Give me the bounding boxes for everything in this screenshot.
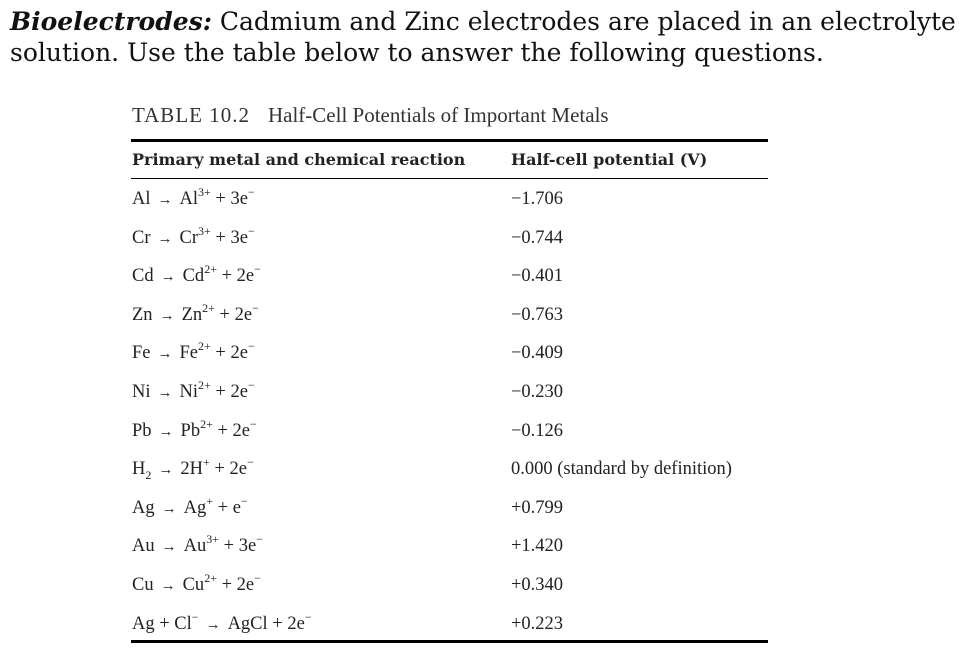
- product-superscript: 3+: [198, 223, 211, 238]
- product-superscript: +: [206, 493, 214, 508]
- column-header-potential: Half-cell potential (V): [511, 150, 708, 169]
- table-header-rule: [131, 178, 768, 179]
- intro-paragraph: [10, 6, 970, 68]
- reaction-cell: [132, 223, 255, 249]
- reaction-arrow-icon: →: [157, 346, 173, 363]
- table-row: [131, 334, 768, 373]
- reaction-cell: [132, 185, 255, 210]
- reaction-cell: [132, 570, 261, 596]
- product-superscript: 3+: [206, 532, 220, 547]
- reactant: Al: [132, 189, 151, 209]
- electrons: + 2e: [216, 266, 255, 287]
- reactant: Au: [132, 536, 155, 557]
- reaction-cell: [132, 416, 257, 442]
- reaction-arrow-icon: →: [157, 230, 173, 247]
- reaction-arrow-icon: →: [161, 500, 177, 517]
- product-superscript: 2+: [204, 262, 217, 277]
- table-row: [131, 412, 768, 451]
- potential-cell: −0.230: [511, 381, 564, 402]
- electron-charge: −: [304, 609, 312, 624]
- reaction-arrow-icon: →: [158, 462, 174, 479]
- potential-cell: +0.340: [511, 574, 564, 595]
- reaction-arrow-icon: →: [157, 384, 173, 401]
- reaction-cell: [132, 609, 312, 635]
- reactant: Pb: [132, 420, 152, 441]
- reaction-cell: [132, 493, 248, 519]
- reactant-superscript: −: [191, 609, 199, 624]
- table-row: [131, 373, 768, 412]
- product-superscript: 2+: [200, 416, 213, 431]
- reactant: Cu: [132, 574, 154, 595]
- table-top-rule: [131, 139, 768, 142]
- electrons: + 2e: [209, 459, 247, 480]
- electrons: + 3e: [210, 189, 248, 209]
- column-header-reaction: Primary metal and chemical reaction: [132, 150, 466, 169]
- reaction-cell: [132, 262, 261, 287]
- reaction-cell: [132, 455, 254, 483]
- electron-charge: −: [256, 532, 263, 547]
- reactant: Ag + Cl: [132, 613, 192, 634]
- table-row: [131, 527, 768, 566]
- product-superscript: 2+: [202, 300, 215, 315]
- electrons: + 2e: [214, 304, 253, 325]
- product: Pb: [180, 420, 201, 441]
- potential-cell: +0.223: [511, 613, 564, 634]
- product: Au: [183, 536, 207, 557]
- electrons: + 2e: [216, 574, 255, 595]
- table-body: [131, 180, 768, 643]
- electrons: + e: [213, 497, 241, 518]
- intro-lead: Bioelectrodes:: [10, 7, 212, 36]
- reactant: Zn: [132, 304, 153, 325]
- intro-text: Cadmium and Zinc electrodes are placed in an electrolyte solution. Use the table below to answer the following questions.: [10, 7, 956, 67]
- table-number: TABLE 10.2: [132, 103, 250, 127]
- electron-charge: −: [254, 570, 261, 585]
- reactant: Ag: [132, 497, 155, 518]
- electron-charge: −: [247, 185, 255, 199]
- table-row: [131, 219, 768, 258]
- potential-cell: −0.744: [511, 227, 564, 248]
- potential-cell: −0.763: [511, 304, 564, 325]
- product: AgCl: [227, 613, 268, 634]
- reaction-arrow-icon: →: [160, 577, 176, 594]
- electron-charge: −: [254, 262, 261, 277]
- electron-charge: −: [250, 416, 257, 431]
- reaction-arrow-icon: →: [161, 539, 177, 556]
- reactant: Cd: [132, 266, 154, 287]
- table-row: [131, 566, 768, 605]
- potential-cell: −0.401: [511, 266, 564, 287]
- product: Ag: [183, 497, 207, 518]
- product: Cd: [182, 266, 205, 287]
- electrons: + 3e: [219, 536, 257, 557]
- product: Fe: [179, 343, 198, 364]
- product: 2H: [180, 459, 203, 480]
- electrons: + 2e: [267, 613, 305, 634]
- potential-cell: −1.706: [511, 189, 564, 209]
- product-superscript: 2+: [204, 570, 217, 585]
- electrons: + 2e: [210, 381, 248, 402]
- product-superscript: 2+: [198, 339, 211, 354]
- potential-cell: +1.420: [511, 536, 564, 557]
- table-row: [131, 257, 768, 296]
- potential-cell: +0.799: [511, 497, 564, 518]
- product-superscript: +: [203, 455, 210, 470]
- table-row: [131, 296, 768, 335]
- electrons: + 3e: [210, 227, 248, 248]
- electrons: + 2e: [210, 343, 248, 364]
- electron-charge: −: [246, 455, 254, 470]
- potential-cell: 0.000 (standard by definition): [511, 459, 732, 480]
- product: Cu: [182, 574, 205, 595]
- reaction-cell: [132, 377, 255, 403]
- reaction-arrow-icon: →: [159, 307, 175, 324]
- table-row: [131, 450, 768, 489]
- potential-cell: −0.409: [511, 343, 564, 364]
- table-caption: [132, 103, 609, 128]
- reactant-subscript: 2: [145, 468, 152, 483]
- product: Al: [179, 189, 198, 209]
- reaction-arrow-icon: →: [157, 192, 173, 208]
- electrons: + 2e: [212, 420, 251, 441]
- electron-charge: −: [247, 223, 255, 238]
- reaction-arrow-icon: →: [205, 616, 221, 633]
- reaction-cell: [132, 300, 259, 326]
- potential-cell: −0.126: [511, 420, 564, 441]
- product: Cr: [179, 227, 198, 248]
- reaction-arrow-icon: →: [158, 423, 174, 440]
- reaction-arrow-icon: →: [160, 269, 176, 286]
- product: Ni: [179, 381, 198, 402]
- reaction-cell: [132, 532, 263, 557]
- reactant: Ni: [132, 381, 151, 402]
- product: Zn: [181, 304, 203, 325]
- electron-charge: −: [247, 377, 255, 392]
- electron-charge: −: [240, 493, 248, 508]
- reactant: Fe: [132, 343, 151, 364]
- reactant: H: [132, 459, 146, 480]
- electron-charge: −: [252, 300, 259, 315]
- product-superscript: 3+: [198, 185, 211, 199]
- reaction-cell: [132, 339, 255, 364]
- table-title: Half-Cell Potentials of Important Metals: [267, 103, 609, 127]
- table-row: [131, 489, 768, 528]
- table-row: [131, 180, 768, 219]
- electron-charge: −: [247, 339, 255, 354]
- table-row: [131, 605, 768, 644]
- reactant: Cr: [132, 227, 151, 248]
- table-bottom-rule: [131, 640, 768, 643]
- product-superscript: 2+: [198, 377, 211, 392]
